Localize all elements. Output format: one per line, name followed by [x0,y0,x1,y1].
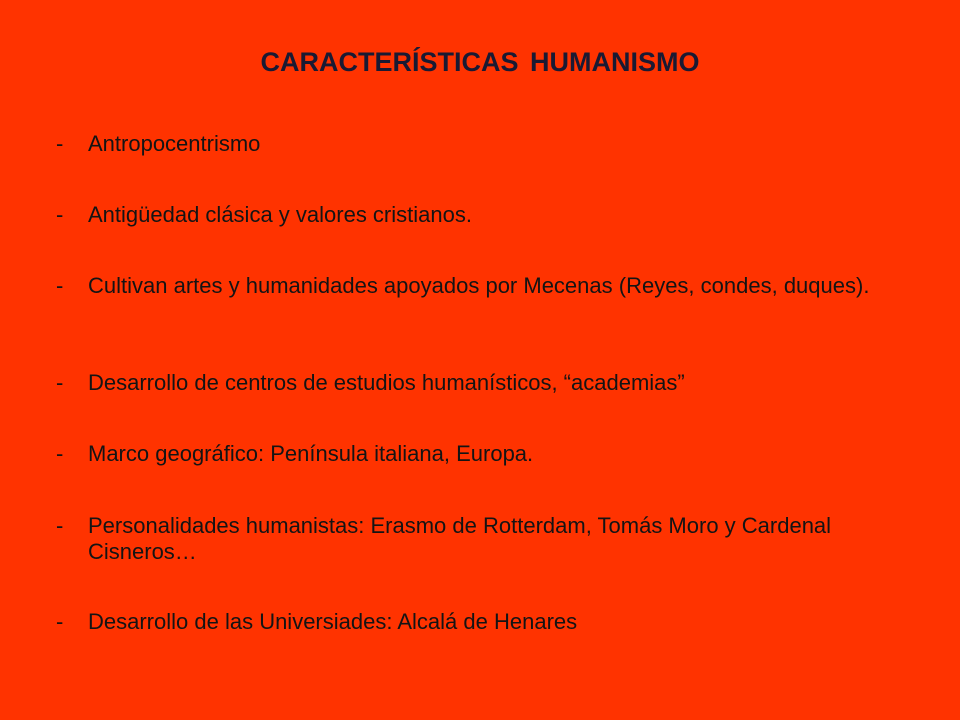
bullet-marker: - [56,131,64,156]
bullet-marker: - [56,273,64,298]
bullet-text: Cultivan artes y humanidades apoyados por Mecenas (Reyes, condes, duques). [88,273,870,298]
bullet-marker: - [56,609,64,634]
bullet-text: Personalidades humanistas: Erasmo de Rotterdam, Tomás Moro y Cardenal Cisneros… [88,513,832,564]
bullet-item [56,441,886,467]
bullet-item [56,609,886,635]
bullet-text: Desarrollo de centros de estudios humanísticos, “academias” [88,370,685,395]
bullet-text: Antigüedad clásica y valores cristianos. [88,202,472,227]
bullet-marker: - [56,441,64,466]
bullet-marker: - [56,513,64,538]
bullet-marker: - [56,202,64,227]
bullet-item [56,370,886,396]
bullet-item [56,273,886,299]
bullet-item [56,513,886,565]
bullet-item [56,131,886,157]
bullet-item [56,202,886,228]
bullet-text: Desarrollo de las Universiades: Alcalá de Henares [88,609,578,634]
bullet-text: Marco geográfico: Península italiana, Europa. [88,441,534,466]
bullet-text: Antropocentrismo [88,131,261,156]
slide-title: CARACTERÍSTICAS HUMANISMO [260,47,700,77]
bullet-marker: - [56,370,64,395]
